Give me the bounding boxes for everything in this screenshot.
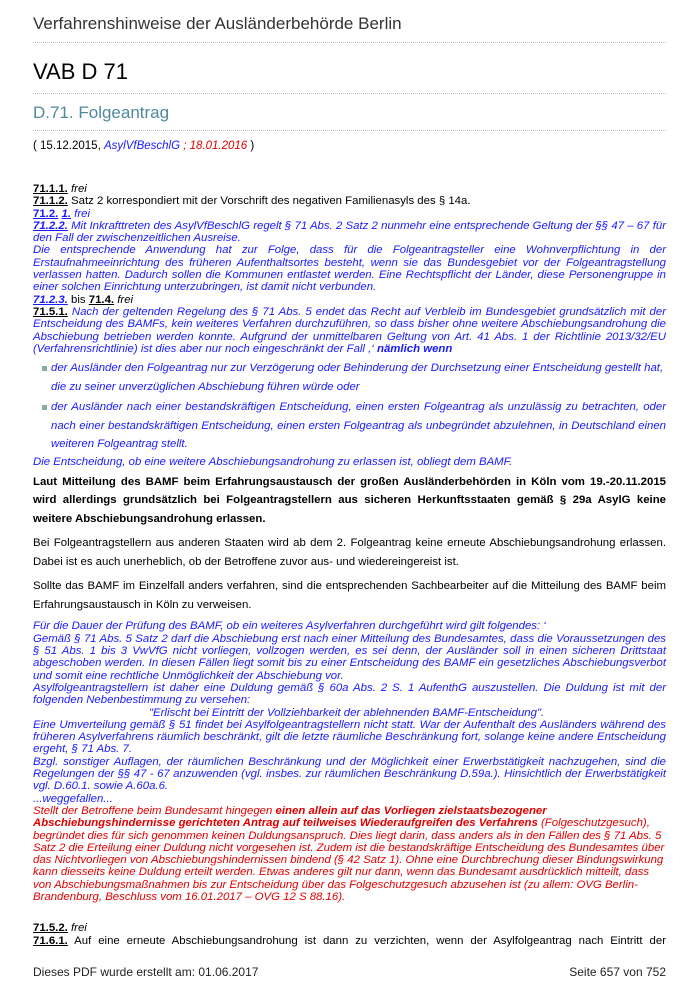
document-header-title: Verfahrenshinweise der Ausländerbehörde Berlin (33, 14, 666, 43)
paragraph-71-5-1 (33, 306, 666, 355)
page-footer (33, 965, 666, 979)
bullet-icon (42, 366, 47, 371)
law-reference-link[interactable]: AsylVfBeschlG (103, 140, 181, 152)
list-item-text: der Ausländer den Folgeantrag nur zur Verzögerung oder Behinderung der Durchsetzung einer Entscheidung gestellt hat, die zu seiner unverzüglichen Abschiebung führen würde oder (51, 362, 664, 393)
paragraph-71-6-1 (33, 935, 666, 947)
paragraph-umverteilung: Eine Umverteilung gemäß § 51 findet bei Asylfolgeantragstellern nicht statt. War der Aufenthalt des Ausländers während des früheren Asylverfahrens räumlich beschränkt, gilt die letzte räumliche Beschränkung fort, solange keine andere Entscheidung ergeht, § 71 Abs. 7. (33, 718, 666, 756)
paragraph-nebenbestimmung: "Erlischt bei Eintritt der Vollziehbarkeit der ablehnenden BAMF-Entscheidung". (149, 706, 545, 719)
section-number[interactable]: 71.4. (88, 293, 115, 306)
dateline-close: ) (247, 140, 255, 152)
document-page (33, 0, 666, 947)
list-item-text: der Ausländer nach einer bestandskräftigen Entscheidung, einen ersten Folgeantrag als unzulässig zu betrachten, oder nach einer bestandskräftigen Entscheidung, einen ersten Folgeantrag als unbegründet abzulehnen, in Deutschland einen weiteren Folgeantrag stellt. (51, 401, 666, 451)
section-title: D.71. Folgeantrag (33, 100, 666, 131)
paragraph-text: Stellt der Betroffene beim Bundesamt hingegen (33, 804, 276, 817)
list-item (33, 398, 666, 454)
document-body (33, 183, 666, 947)
paragraph-71-2-1 (33, 208, 666, 220)
paragraph-text: frei (67, 922, 87, 935)
paragraph-deviation: Sollte das BAMF im Einzelfall anders verfahren, sind die entsprechenden Sachbearbeiter auf die Mitteilung des BAMF beim Erfahrungsaustausch in Köln zu verweisen. (33, 580, 666, 611)
paragraph-71-1-2 (33, 195, 666, 207)
list-item (33, 359, 666, 396)
paragraph-71-5-2-rule: Gemäß § 71 Abs. 5 Satz 2 darf die Abschiebung erst nach einer Mitteilung des Bundesamtes, dass die Voraussetzungen des § 51 Abs. 1 bis 3 VwVfG nicht vorliegen, vollzogen werden, es sei denn, der Ausländer soll in einen sicheren Drittstaat abgeschoben werden. In diesen Fällen liegt somit bis zu einer Entscheidung des BAMF ein gesetzliches Abschiebungsverbot und somit eine rechtliche Unmöglichkeit der Abschiebung vor. (33, 632, 666, 682)
paragraph-examination: Für die Dauer der Prüfung des BAMF, ob ein weiteres Asylverfahren durchgeführt wird gilt folgendes: ‘ (33, 620, 546, 633)
paragraph-text: Auf eine erneute Abschiebungsandrohung ist dann zu verzichten, wenn der Asylfolgeantrag nach Eintritt der (67, 934, 666, 947)
emphasis-text: nämlich wenn (377, 342, 453, 355)
paragraph-duldung: Asylfolgeantragstellern ist daher eine Duldung gemäß § 60a Abs. 2 S. 1 AufenthG auszustellen. Die Duldung ist mit der folgenden Nebenbestimmung zu versehen: (33, 681, 666, 707)
paragraph-text: frei (71, 207, 91, 220)
paragraph-bamf-decision: Die Entscheidung, ob eine weitere Abschiebungsandrohung zu erlassen ist, obliegt dem BAMF. (33, 455, 513, 468)
paragraph-removed: ...weggefallen... (33, 792, 113, 805)
section-number[interactable]: 71.1.1. (33, 183, 68, 195)
paragraph-71-5-2 (33, 922, 666, 934)
paragraph-other-states: Bei Folgeantragstellern aus anderen Staaten wird ab dem 2. Folgeantrag keine erneute Abschiebungsandrohung erlassen. Dabei ist es auch unerheblich, ob der Betroffene zuvor aus- und wiedereingereist ist. (33, 537, 666, 568)
paragraph-folgeschutzgesuch (33, 805, 666, 903)
section-number[interactable]: 71.6.1. (33, 934, 68, 947)
page-number: Seite 657 von 752 (569, 965, 666, 979)
paragraph-text: (Folgeschutzgesuch), begründet dies für sich genommen keinen Duldungsanspruch. Dies liegt darin, dass anders als in den Fällen des § 71 Abs. 5 Satz 2 die Erteilung einer Duldung nicht vorgesehen ist. Zudem ist die bestandskräftige Entscheidung des Bundesamtes über das Nichtvorliegen von Abschiebungshindernissen bindend (§ 42 Satz 1). Ohne eine Durchbrechung dieser Bindungswirkung kann diesseits keine Duldung erteilt werden. Etwas anderes gilt nur dann, wenn das Bundesamt ausdrücklich mitteilt, dass von Abschiebungsmaßnahmen bis zur Entscheidung über das Folgeschutzgesuch abzusehen ist (zu allem: OVG Berlin-Brandenburg, Beschluss vom 16.01.2017 – OVG 12 S 88.16). (33, 817, 665, 903)
section-number[interactable]: 71.5.1. (33, 305, 68, 318)
paragraph-bamf-notice: Laut Mitteilung des BAMF beim Erfahrungsaustausch der großen Ausländerbehörden in Köln vom 19.-20.11.2015 wird allerdings grundsätzlich bei Folgeantragstellern aus sicheren Herkunftsstaaten gemäß § 29a AsylG keine weitere Abschiebungsandrohung erlassen. (33, 475, 666, 525)
range-word: bis (67, 293, 89, 306)
page-title: VAB D 71 (33, 57, 666, 94)
revision-date: 18.01.2016 (189, 140, 248, 152)
section-number[interactable]: 71.2.2. (33, 219, 68, 232)
dateline-open: ( 15.12.2015, (33, 140, 104, 152)
paragraph-71-1-1 (33, 183, 666, 195)
dateline-separator: ; (180, 140, 190, 152)
paragraph-text: frei (67, 183, 87, 195)
section-number-link[interactable]: 1. (61, 207, 72, 220)
paragraph-71-2-2-consequence: Die entsprechende Anwendung hat zur Folge, dass für die Folgeantragsteller eine Wohnverpflichtung in der Erstaufnahmeeinrichtung des früheren Aufenthaltsortes besteht, wenn sie das Bundesgebiet vor der Folgeantragstellung verlassen hatten. Dadurch sollen die Kommunen entlastet werden. Eine Rechtspflicht der Länder, diese Personengruppe in einer solchen Einrichtung unterzubringen, ist damit nicht verbunden. (33, 244, 666, 294)
section-number[interactable]: 71.2.3. (33, 293, 68, 306)
pdf-created-date: Dieses PDF wurde erstellt am: 01.06.2017 (33, 965, 259, 979)
emphasis-text: einen allein auf das Vorliegen zielstaatsbezogener Abschiebungshindernisse gerichteten Antrag auf teilweises Wiederaufgreifen des Verfahrens (33, 804, 547, 830)
paragraph-71-2-3 (33, 294, 666, 306)
paragraph-text: Satz 2 korrespondiert mit der Vorschrift des negativen Familienasyls des § 14a. (67, 195, 471, 208)
bullet-icon (42, 405, 47, 410)
paragraph-text: frei (114, 293, 134, 306)
paragraph-text: Nach der geltenden Regelung des § 71 Abs. 5 endet das Recht auf Verbleib im Bundesgebiet grundsätzlich mit der Entscheidung des BAMFs, kein weiteres Verfahren durchzuführen, so dass bisher ohne weitere Abschiebungsandrohung die Abschiebung betrieben werden konnte. Aufgrund der unmittelbaren Geltung von Art. 41 Abs. 1 der Richtlinie 2013/32/EU (Verfahrensrichtlinie) ist dies aber nur noch eingeschränkt der Fall ,‘ (33, 305, 666, 355)
section-number[interactable]: 71.2. (33, 207, 59, 220)
revision-dateline (33, 139, 666, 153)
paragraph-71-2-2 (33, 220, 666, 245)
paragraph-text: Mit Inkrafttreten des AsylVfBeschlG regelt § 71 Abs. 2 Satz 2 nunmehr eine entsprechende Geltung der §§ 47 – 67 für den Fall der zwischenzeitlichen Ausreise. (33, 219, 666, 245)
paragraph-auflagen: Bzgl. sonstiger Auflagen, der räumlichen Beschränkung und der Möglichkeit einer Erwerbstätigkeit nachzugehen, sind die Regelungen der §§ 47 - 67 anzuwenden (vgl. insbes. zur räumlichen Beschränkung D.59a.). Hinsichtlich der Erwerbstätigkeit vgl. D.60.1. sowie A.60a.6. (33, 755, 666, 793)
section-number[interactable]: 71.5.2. (33, 922, 68, 935)
section-number[interactable]: 71.1.2. (33, 195, 68, 208)
